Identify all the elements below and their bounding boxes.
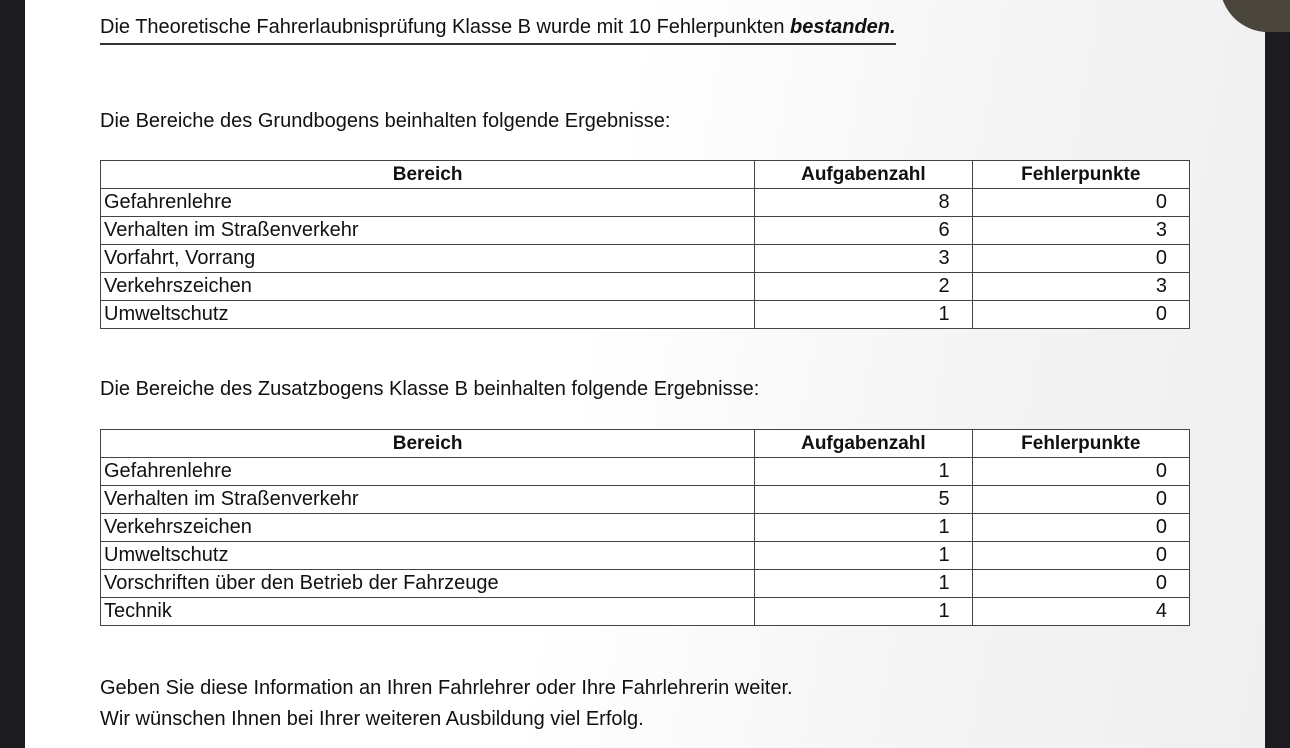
cell-aufgabenzahl: 1 (755, 570, 972, 598)
cell-fehlerpunkte: 0 (972, 514, 1189, 542)
cell-aufgabenzahl: 8 (755, 189, 972, 217)
zusatzbogen-table (100, 429, 1190, 626)
cell-fehlerpunkte: 0 (972, 570, 1189, 598)
table-row (101, 570, 1190, 598)
column-header-bereich: Bereich (101, 430, 755, 458)
grundbogen-label: Die Bereiche des Grundbogens beinhalten folgende Ergebnisse: (100, 110, 671, 132)
cell-bereich: Verhalten im Straßenverkehr (101, 217, 755, 245)
cell-fehlerpunkte: 0 (972, 458, 1189, 486)
headline-text: Die Theoretische Fahrerlaubnisprüfung Klasse B wurde mit 10 Fehlerpunkten (100, 16, 790, 38)
cell-bereich: Gefahrenlehre (101, 189, 755, 217)
cell-fehlerpunkte: 0 (972, 542, 1189, 570)
cell-aufgabenzahl: 6 (755, 217, 972, 245)
cell-aufgabenzahl: 1 (755, 301, 972, 329)
table-row (101, 598, 1190, 626)
cell-fehlerpunkte: 3 (972, 217, 1189, 245)
cell-bereich: Verkehrszeichen (101, 273, 755, 301)
cell-bereich: Umweltschutz (101, 542, 755, 570)
cell-bereich: Technik (101, 598, 755, 626)
cell-aufgabenzahl: 1 (755, 458, 972, 486)
cell-bereich: Umweltschutz (101, 301, 755, 329)
cell-bereich: Verkehrszeichen (101, 514, 755, 542)
table-header-row (101, 430, 1190, 458)
cell-fehlerpunkte: 4 (972, 598, 1189, 626)
table-row (101, 245, 1190, 273)
column-header-aufgabenzahl: Aufgabenzahl (755, 161, 972, 189)
table-row (101, 189, 1190, 217)
table-header-row (101, 161, 1190, 189)
cell-fehlerpunkte: 3 (972, 273, 1189, 301)
dark-frame-edge (1265, 32, 1290, 748)
footer-wishes: Wir wünschen Ihnen bei Ihrer weiteren Ausbildung viel Erfolg. (100, 708, 644, 730)
table-row (101, 217, 1190, 245)
cell-aufgabenzahl: 3 (755, 245, 972, 273)
column-header-aufgabenzahl: Aufgabenzahl (755, 430, 972, 458)
table-row (101, 514, 1190, 542)
headline-result: bestanden. (790, 16, 896, 38)
grundbogen-table (100, 160, 1190, 329)
column-header-fehlerpunkte: Fehlerpunkte (972, 161, 1189, 189)
cell-bereich: Gefahrenlehre (101, 458, 755, 486)
cell-fehlerpunkte: 0 (972, 301, 1189, 329)
cell-bereich: Vorfahrt, Vorrang (101, 245, 755, 273)
footer-instruction: Geben Sie diese Information an Ihren Fahrlehrer oder Ihre Fahrlehrerin weiter. (100, 677, 793, 699)
table-row (101, 542, 1190, 570)
column-header-fehlerpunkte: Fehlerpunkte (972, 430, 1189, 458)
cell-fehlerpunkte: 0 (972, 189, 1189, 217)
cell-bereich: Verhalten im Straßenverkehr (101, 486, 755, 514)
cell-bereich: Vorschriften über den Betrieb der Fahrzeuge (101, 570, 755, 598)
zusatzbogen-label: Die Bereiche des Zusatzbogens Klasse B beinhalten folgende Ergebnisse: (100, 378, 760, 400)
column-header-bereich: Bereich (101, 161, 755, 189)
cell-aufgabenzahl: 2 (755, 273, 972, 301)
exam-result-headline (100, 16, 896, 45)
cell-fehlerpunkte: 0 (972, 245, 1189, 273)
cell-aufgabenzahl: 1 (755, 542, 972, 570)
cell-aufgabenzahl: 1 (755, 514, 972, 542)
table-row (101, 458, 1190, 486)
cell-aufgabenzahl: 5 (755, 486, 972, 514)
cell-aufgabenzahl: 1 (755, 598, 972, 626)
table-row (101, 273, 1190, 301)
cell-fehlerpunkte: 0 (972, 486, 1189, 514)
table-row (101, 301, 1190, 329)
table-row (101, 486, 1190, 514)
